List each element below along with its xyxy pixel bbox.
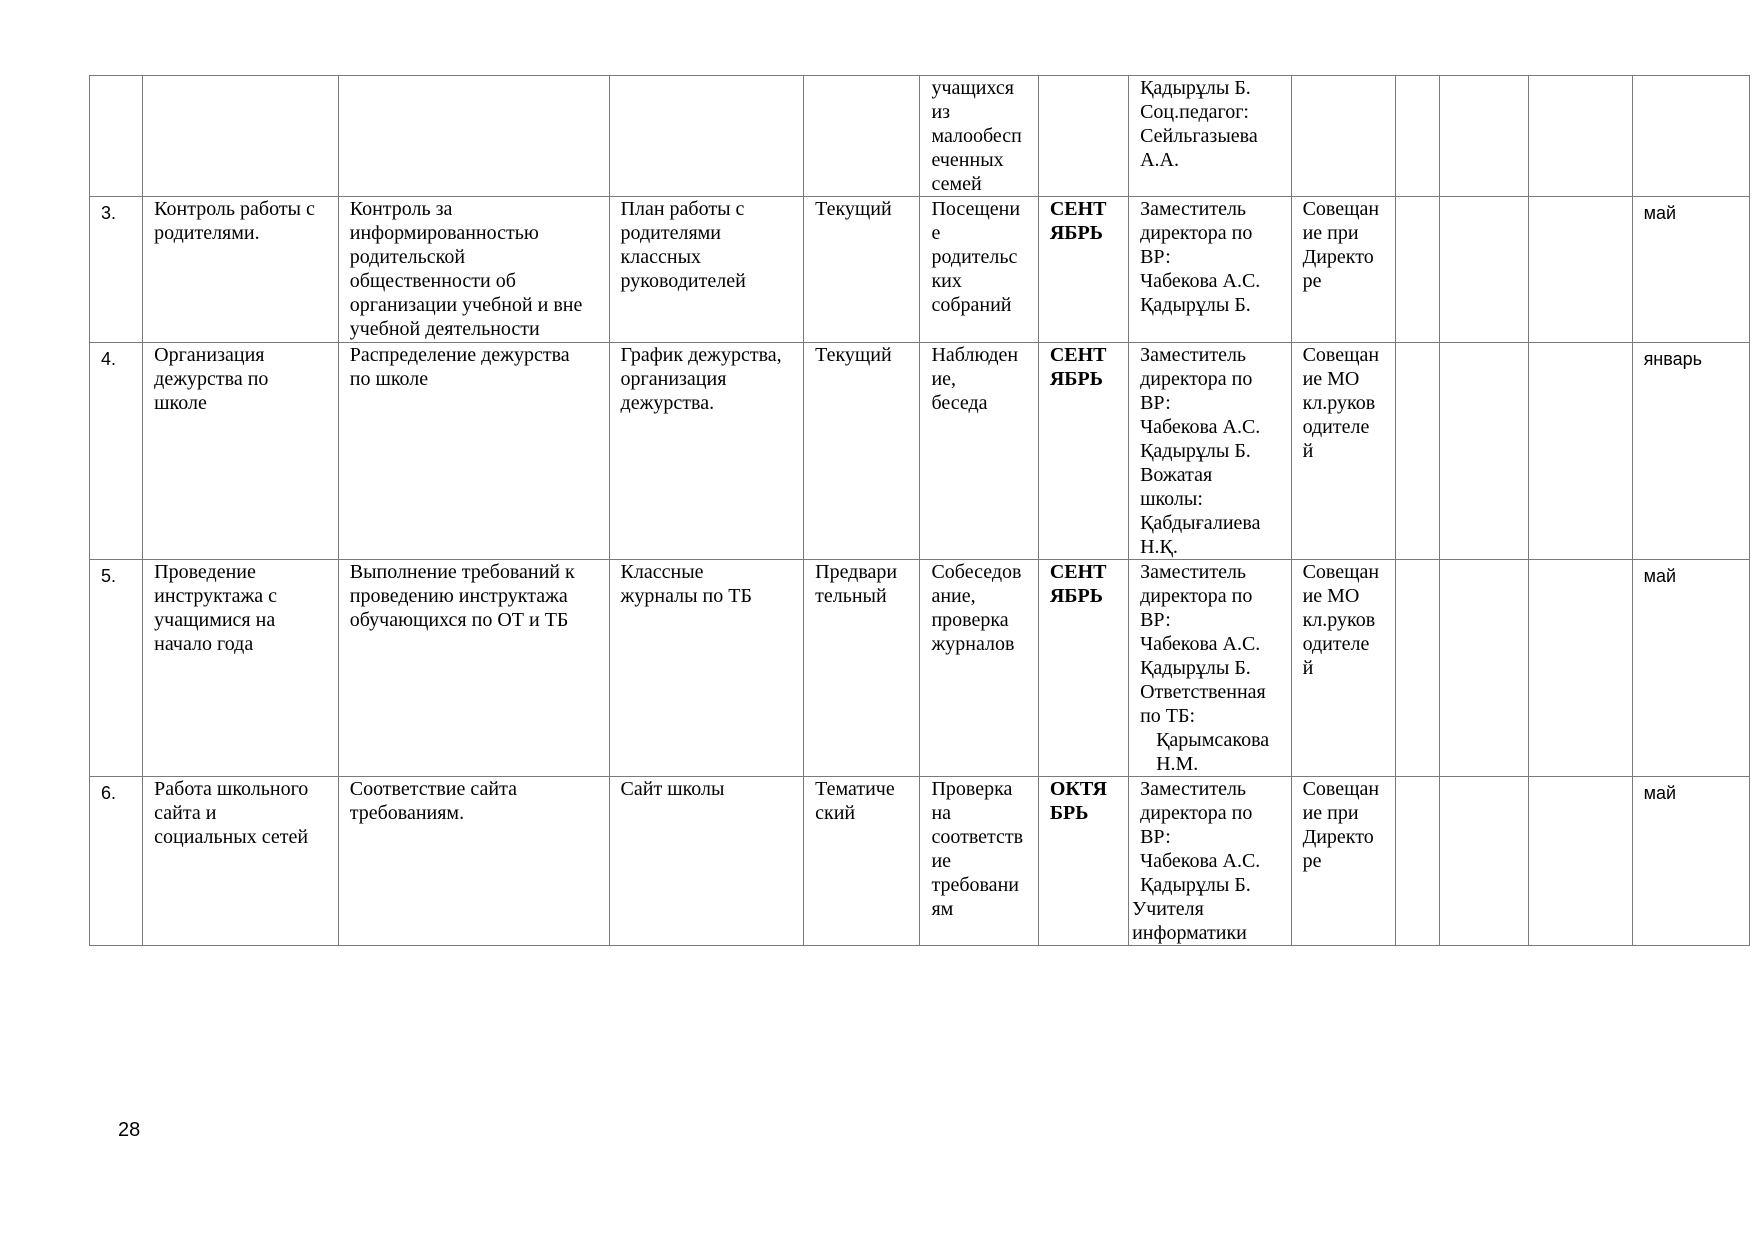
responsible-text: Заместитель директора по ВР: Чабекова А.С. Қадырұлы Б. (1140, 778, 1261, 896)
responsible-person: Қарымсакова Н.М. (1156, 729, 1270, 775)
cell-extra-3 (1529, 343, 1632, 560)
cell-topic: Работа школьного сайта и социальных сетей (143, 777, 339, 946)
cell-object: Сайт школы (609, 777, 804, 946)
cell-month (1038, 76, 1128, 197)
cell-extra-2 (1440, 777, 1529, 946)
control-plan-table (89, 75, 1750, 946)
cell-responsible: Қадырұлы Б. Соц.педагог: Сейльгазыева А.А. (1129, 76, 1291, 197)
table-row (90, 777, 1750, 946)
cell-extra-1 (1395, 343, 1439, 560)
page-number: 28 (118, 1119, 141, 1141)
cell-kind: Предвари тельный (804, 560, 920, 777)
cell-responsible: Заместитель директора по ВР: Чабекова А.С. Қадырұлы Б. Вожатая школы: Қабдығалиева Н.Қ. (1129, 343, 1291, 560)
cell-object (609, 76, 804, 197)
cell-extra-2 (1440, 197, 1529, 343)
cell-topic: Организация дежурства по школе (143, 343, 339, 560)
cell-month-due: январь (1632, 343, 1749, 560)
responsible-teachers: Учителя информатики (1132, 898, 1247, 944)
cell-extra-1 (1395, 777, 1439, 946)
table-row (90, 76, 1750, 197)
cell-topic: Проведение инструктажа с учащимися на начало года (143, 560, 339, 777)
cell-num: 5. (90, 560, 143, 777)
cell-extra-3 (1529, 197, 1632, 343)
cell-kind: Тематиче ский (804, 777, 920, 946)
cell-where: Совещан ие при Директо ре (1291, 777, 1395, 946)
cell-kind (804, 76, 920, 197)
cell-num: 6. (90, 777, 143, 946)
cell-object: Классные журналы по ТБ (609, 560, 804, 777)
cell-goal: Выполнение требований к проведению инструктажа обучающихся по ОТ и ТБ (338, 560, 609, 777)
cell-method: Наблюден ие, беседа (920, 343, 1038, 560)
responsible-text: Заместитель директора по ВР: Чабекова А.С. Қадырұлы Б. Ответственная по ТБ: (1140, 561, 1266, 727)
table-row (90, 560, 1750, 777)
cell-num: 4. (90, 343, 143, 560)
cell-month: СЕНТ ЯБРЬ (1038, 197, 1128, 343)
cell-kind: Текущий (804, 197, 920, 343)
cell-kind: Текущий (804, 343, 920, 560)
cell-object: План работы с родителями классных руководителей (609, 197, 804, 343)
cell-month: СЕНТ ЯБРЬ (1038, 343, 1128, 560)
cell-extra-3 (1529, 76, 1632, 197)
cell-extra-3 (1529, 560, 1632, 777)
cell-num: 3. (90, 197, 143, 343)
cell-extra-2 (1440, 76, 1529, 197)
cell-method: Собеседов ание, проверка журналов (920, 560, 1038, 777)
cell-goal: Распределение дежурства по школе (338, 343, 609, 560)
cell-extra-1 (1395, 76, 1439, 197)
cell-month-due: май (1632, 777, 1749, 946)
table-row (90, 343, 1750, 560)
cell-where: Совещан ие при Директо ре (1291, 197, 1395, 343)
cell-extra-2 (1440, 343, 1529, 560)
cell-extra-1 (1395, 197, 1439, 343)
cell-extra-1 (1395, 560, 1439, 777)
cell-extra-4 (1632, 76, 1749, 197)
cell-where: Совещан ие МО кл.руков одителе й (1291, 560, 1395, 777)
cell-goal (338, 76, 609, 197)
cell-method: учащихся из малообесп еченных семей (920, 76, 1038, 197)
cell-month: СЕНТ ЯБРЬ (1038, 560, 1128, 777)
cell-topic (143, 76, 339, 197)
cell-object: График дежурства, организация дежурства. (609, 343, 804, 560)
cell-extra-2 (1440, 560, 1529, 777)
cell-responsible (1129, 560, 1291, 777)
cell-extra-3 (1529, 777, 1632, 946)
cell-topic: Контроль работы с родителями. (143, 197, 339, 343)
cell-goal: Контроль за информированностью родительской общественности об организации учебной и вне учебной деятельности (338, 197, 609, 343)
cell-where (1291, 76, 1395, 197)
cell-where: Совещан ие МО кл.руков одителе й (1291, 343, 1395, 560)
cell-num (90, 76, 143, 197)
cell-method: Посещени е родительс ких собраний (920, 197, 1038, 343)
cell-month: ОКТЯ БРЬ (1038, 777, 1128, 946)
cell-responsible (1129, 777, 1291, 946)
cell-goal: Соответствие сайта требованиям. (338, 777, 609, 946)
cell-method: Проверка на соответств ие требовани ям (920, 777, 1038, 946)
cell-month-due: май (1632, 560, 1749, 777)
cell-responsible: Заместитель директора по ВР: Чабекова А.С. Қадырұлы Б. (1129, 197, 1291, 343)
cell-month-due: май (1632, 197, 1749, 343)
table-row (90, 197, 1750, 343)
